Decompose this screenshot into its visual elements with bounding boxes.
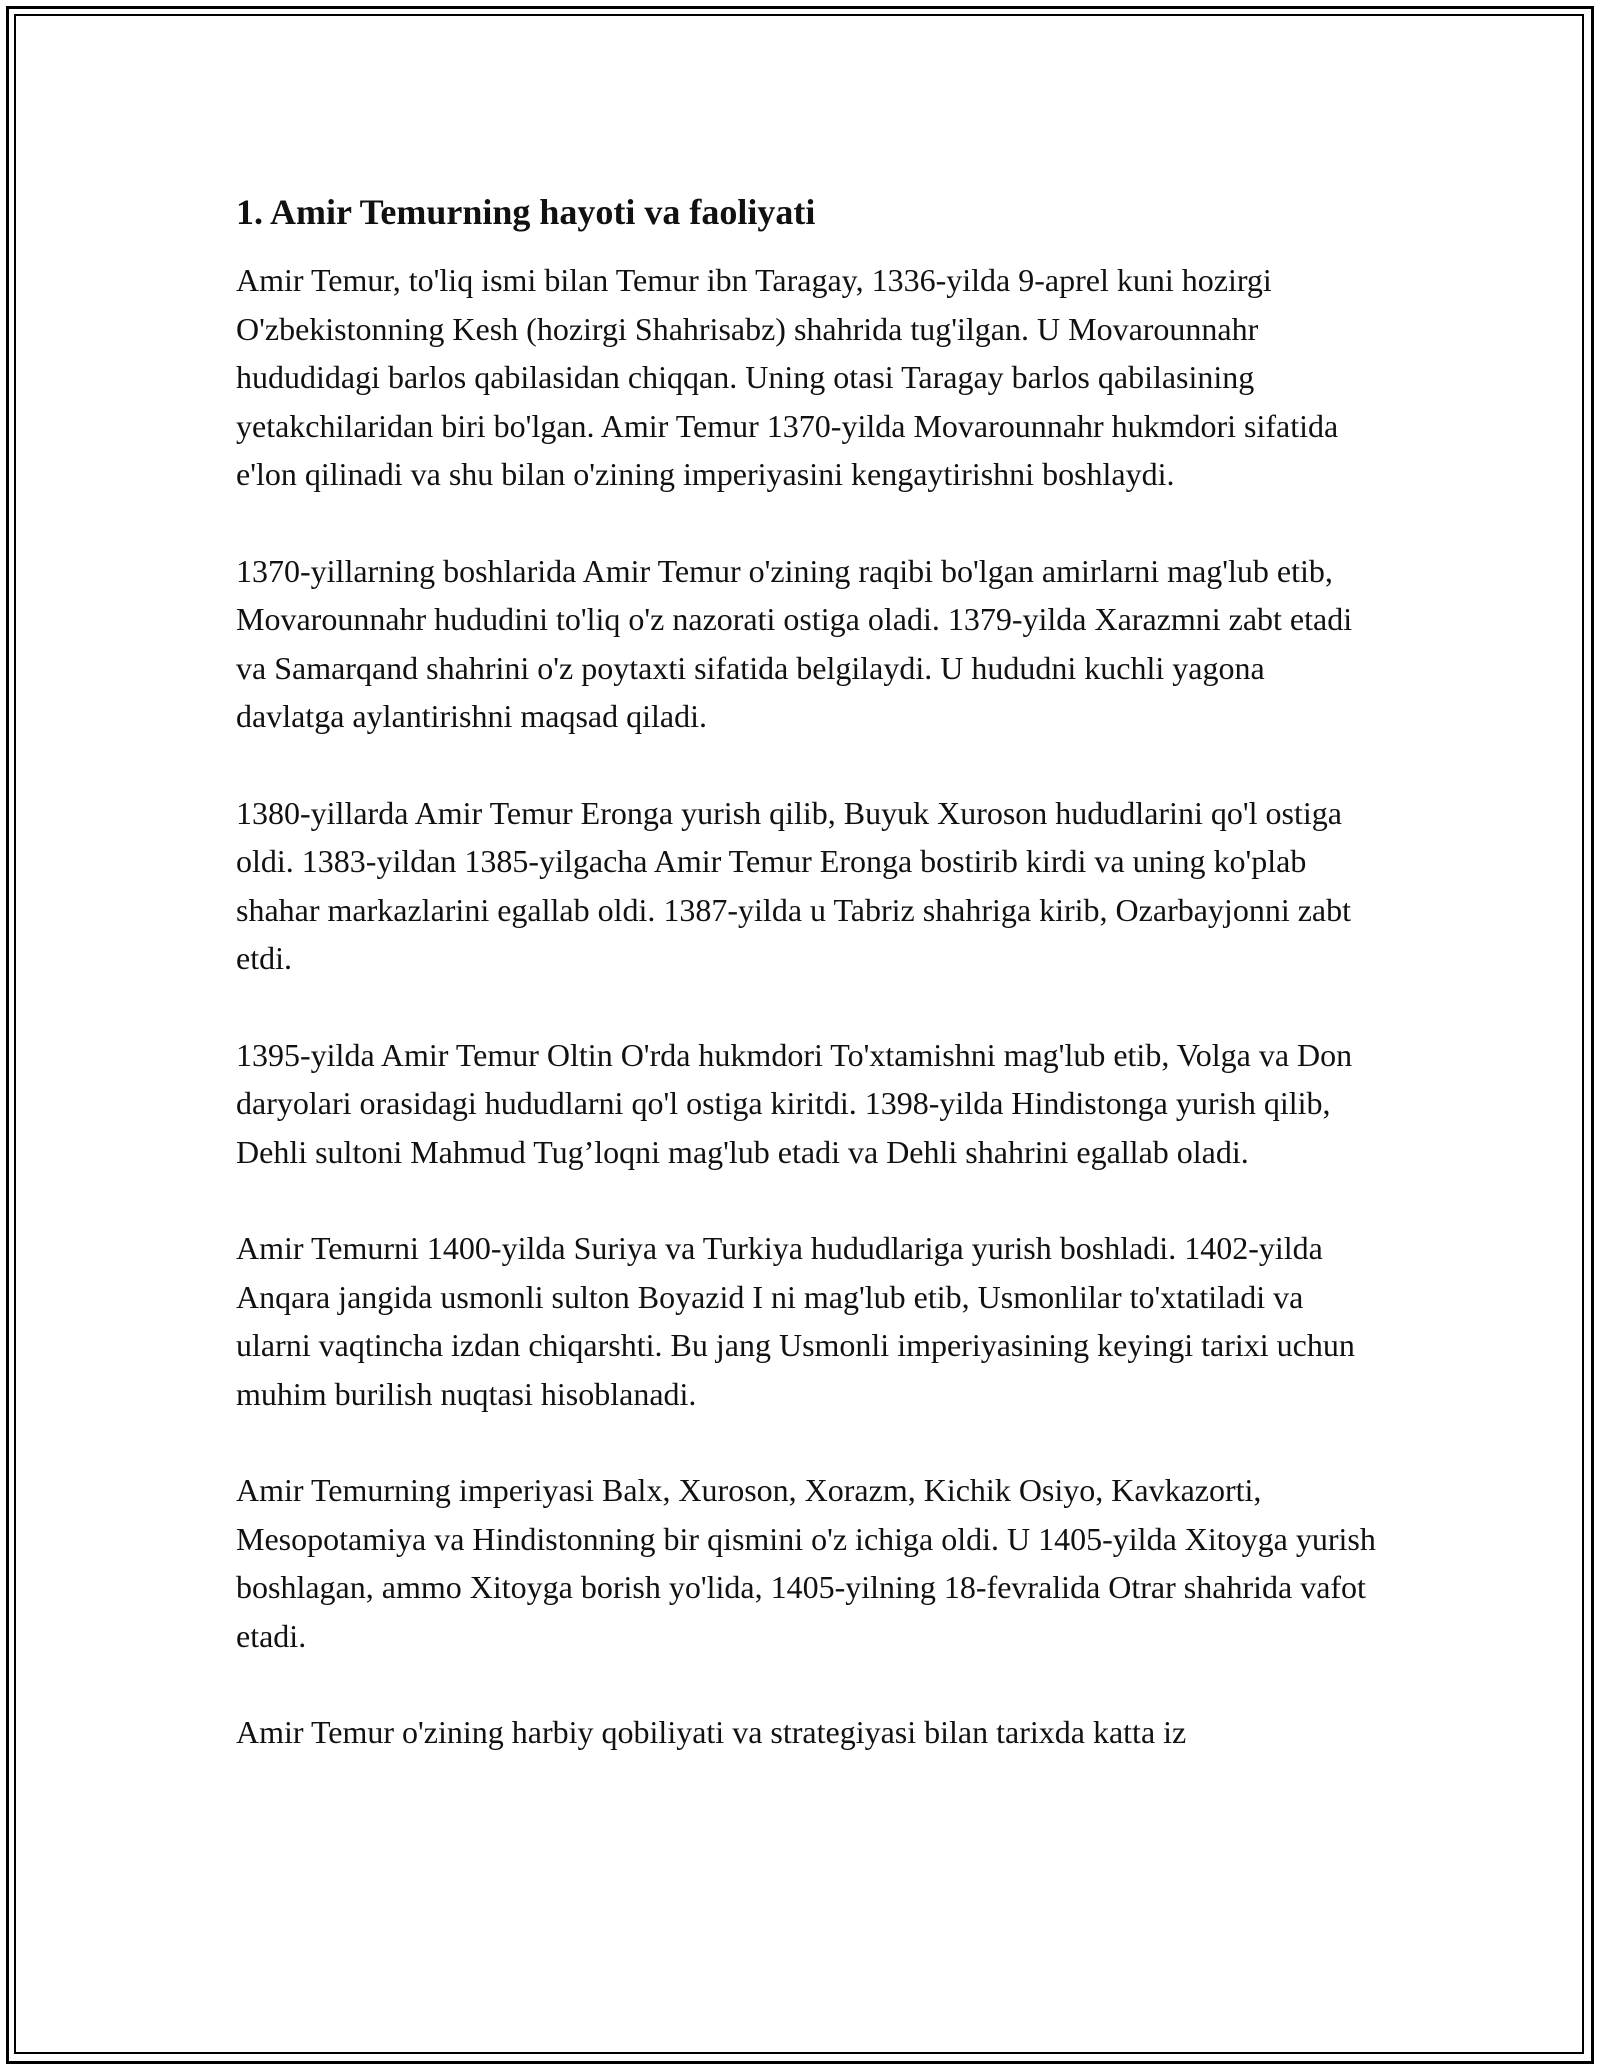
paragraph-1380s: 1380-yillarda Amir Temur Eronga yurish qilib, Buyuk Xuroson hududlarini qo'l ostiga oldi. 1383-yildan 1385-yilgacha Amir Temur Eronga bostirib kirdi va uning ko'plab shahar markazlarini egallab oldi. 1387-yilda u Tabriz shahriga kirib, Ozarbayjonni zabt etdi. xyxy=(236,794,1351,976)
paragraph-1395-1398: 1395-yilda Amir Temur Oltin O'rda hukmdori To'xtamishni mag'lub etib, Volga va Don daryolari orasidagi hududlarni qo'l ostiga kiritdi. 1398-yilda Hindistonga yurish qilib, Dehli sultoni Mahmud Tug’loqni mag'lub etadi va Dehli shahrini egallab oladi. xyxy=(236,1036,1353,1170)
document-title: 1. Amir Temurning hayoti va faoliyati xyxy=(236,192,816,232)
paragraph-legacy: Amir Temur o'zining harbiy qobiliyati va strategiyasi bilan tarixda katta iz xyxy=(236,1714,1187,1750)
paragraph-empire-extent: Amir Temurning imperiyasi Balx, Xuroson, Xorazm, Kichik Osiyo, Kavkazorti, Mesopotamiya va Hindistonning bir qismini o'z ichiga oldi. U 1405-yilda Xitoyga yurish boshlagan, ammo Xitoyga borish yo'lida, 1405-yilning 18-fevralida Otrar shahrida vafot etadi. xyxy=(236,1472,1376,1654)
document-body xyxy=(236,188,1380,1805)
paragraph-1370s: 1370-yillarning boshlarida Amir Temur o'zining raqibi bo'lgan amirlarni mag'lub etib, Movarounnahr hududini to'liq o'z nazorati ostiga oladi. 1379-yilda Xarazmni zabt etadi va Samarqand shahrini o'z poytaxti sifatida belgilaydi. U hududni kuchli yagona davlatga aylantirishni maqsad qiladi. xyxy=(236,552,1353,734)
paragraph-early-life: Amir Temur, to'liq ismi bilan Temur ibn Taragay, 1336-yilda 9-aprel kuni hozirgi O'zbekistonning Kesh (hozirgi Shahrisabz) shahrida tug'ilgan. U Movarounnahr hududidagi barlos qabilasidan chiqqan. Uning otasi Taragay barlos qabilasining yetakchilaridan biri bo'lgan. Amir Temur 1370-yilda Movarounnahr hukmdori sifatida e'lon qilinadi va shu bilan o'zining imperiyasini kengaytirishni boshlaydi. xyxy=(236,262,1339,492)
paragraph-1400-1402: Amir Temurni 1400-yilda Suriya va Turkiya hududlariga yurish boshladi. 1402-yilda Anqara jangida usmonli sulton Boyazid I ni mag'lub etib, Usmonlilar to'xtatiladi va ularni vaqtincha izdan chiqarshti. Bu jang Usmonli imperiyasining keyingi tarixi uchun muhim burilish nuqtasi hisoblanadi. xyxy=(236,1230,1355,1412)
